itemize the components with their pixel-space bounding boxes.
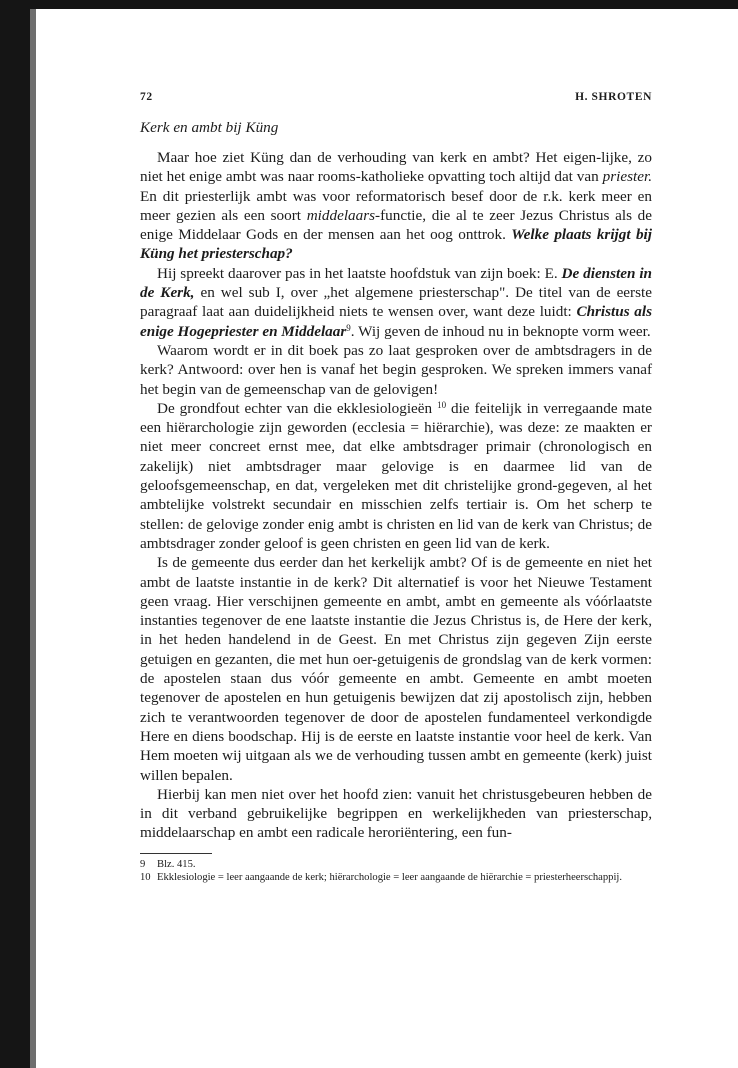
footnote-text: Blz. 415. <box>157 858 196 870</box>
footnote-10 <box>140 871 652 884</box>
p1-text-a: Maar hoe ziet Küng dan de verhouding van kerk en ambt? Het eigen-lijke, zo niet het enige ambt was naar rooms-katholieke opvatting toch altijd dat van <box>140 149 652 186</box>
footnote-number: 10 <box>140 871 151 883</box>
running-head <box>140 88 652 108</box>
footnote-ref-10: 10 <box>437 399 447 410</box>
p1-italic-priester: priester. <box>602 168 652 186</box>
paragraph-1 <box>140 148 652 264</box>
p2-text-e: . Wij geven de inhoud nu in beknopte vorm weer. <box>350 322 651 340</box>
page-content <box>140 88 652 884</box>
scan-border-top <box>0 0 738 9</box>
paragraph-5: Is de gemeente dus eerder dan het kerkelijk ambt? Of is de gemeente en niet het ambt de laatste instantie in de kerk? Dit alternatief is voor het Nieuwe Testament geen vraag. Hier verschijnen gemeente en ambt, ambt en gemeente als vóórlaatste instanties tegenover de ene laatste instantie die Jezus Christus is, de Here der kerk, in het heden handelend in de Geest. En met Christus zijn gegeven Zijn eerste getuigen en gezanten, die met hun oer-getuigenis de grondslag van de kerk vormen: de apostelen staan dus vóór gemeente en ambt. Gemeente en ambt moeten tegenover de apostelen en hun getuigenis bewijzen dat zij apostolisch zijn, hebben zich te verantwoorden tegenover de door de apostelen fundamenteel verkondigde Here en diens boodschap. Hij is de eerste en laatste instantie voor heel de kerk. Van Hem moeten wij uitgaan als we de verhouding tussen ambt en gemeente (kerk) juist willen bepalen. <box>140 554 652 784</box>
paragraph-6: Hierbij kan men niet over het hoofd zien: vanuit het christusgebeuren hebben de in dit verband gebruikelijke begrippen en werkelijkheden van priesterschap, middelaarschap en ambt een radicale heroriëntering, een fun- <box>140 785 652 842</box>
footnote-number: 9 <box>140 858 146 870</box>
p1-text-e: -functie, die al te zeer Jezus Christus als de enige Middelaar Gods en der mensen aan het oog onttrok. <box>140 206 652 244</box>
footnote-9 <box>140 858 652 871</box>
p2-italic-diensten: De diensten in de Kerk, <box>140 264 652 302</box>
paragraph-3: Waarom wordt er in dit boek pas zo laat gesproken over de ambtsdragers in de kerk? Antwoord: over hen is vanaf het begin gesproken. We spreken immers vanaf het begin van de gemeenschap van de gelovigen! <box>140 341 652 398</box>
footnote-ref-9: 9 <box>346 322 351 333</box>
footnote-divider <box>140 853 212 854</box>
p1-italic-middelaars: middelaars <box>306 206 376 224</box>
p2-text-a: Hij spreekt daarover pas in het laatste hoofdstuk van zijn boek: E. <box>157 264 562 282</box>
p4-text-b: die feitelijk in verregaande mate een hiërarchologie zijn geworden (ecclesia = hiërarchie), was deze: ze maakten er niet meer concreet ernst mee, dat elke ambtsdrager primair (chronologisch en zakelijk) niet ambtsdrager maar gelovige is en daarmee lid van de geloofsgemeenschap, en dat, vergeleken met dit christelijke grond-gegeven, al het ambtelijke volstrekt secundair en misschien zelfs tertiair is. Om het scherp te stellen: de gelovige zonder enig ambt is christen en lid van de kerk van Christus; de ambtsdrager zonder geloof is geen christen en geen lid van de kerk. <box>140 399 653 552</box>
paragraph-2 <box>140 264 652 341</box>
p2-text-c: en wel sub I, over „het algemene priesterschap". De titel van de eerste paragraaf laat aan duidelijkheid niets te wensen over, want deze luidt: <box>140 284 652 321</box>
running-author: H. SHROTEN <box>575 91 652 103</box>
p4-text-a: De grondfout echter van die ekklesiologieën <box>157 399 438 417</box>
scan-border-left <box>0 0 30 1068</box>
page-number: 72 <box>140 91 153 103</box>
p2-italic-christus: Christus als enige Hogepriester en Middelaar <box>140 303 653 340</box>
footnote-text: Ekklesiologie = leer aangaande de kerk; hiërarchologie = leer aangaande de hiërarchie = priesterheerschappij. <box>157 871 622 883</box>
p1-question: Welke plaats krijgt bij Küng het priesterschap? <box>140 226 652 263</box>
paragraph-4 <box>140 399 652 553</box>
p1-text-c: En dit priesterlijk ambt was voor reformatorisch besef door de r.k. kerk meer en meer gezien als een soort <box>140 187 652 224</box>
scan-border-shadow <box>30 9 36 1068</box>
section-title: Kerk en ambt bij Küng <box>140 119 279 136</box>
